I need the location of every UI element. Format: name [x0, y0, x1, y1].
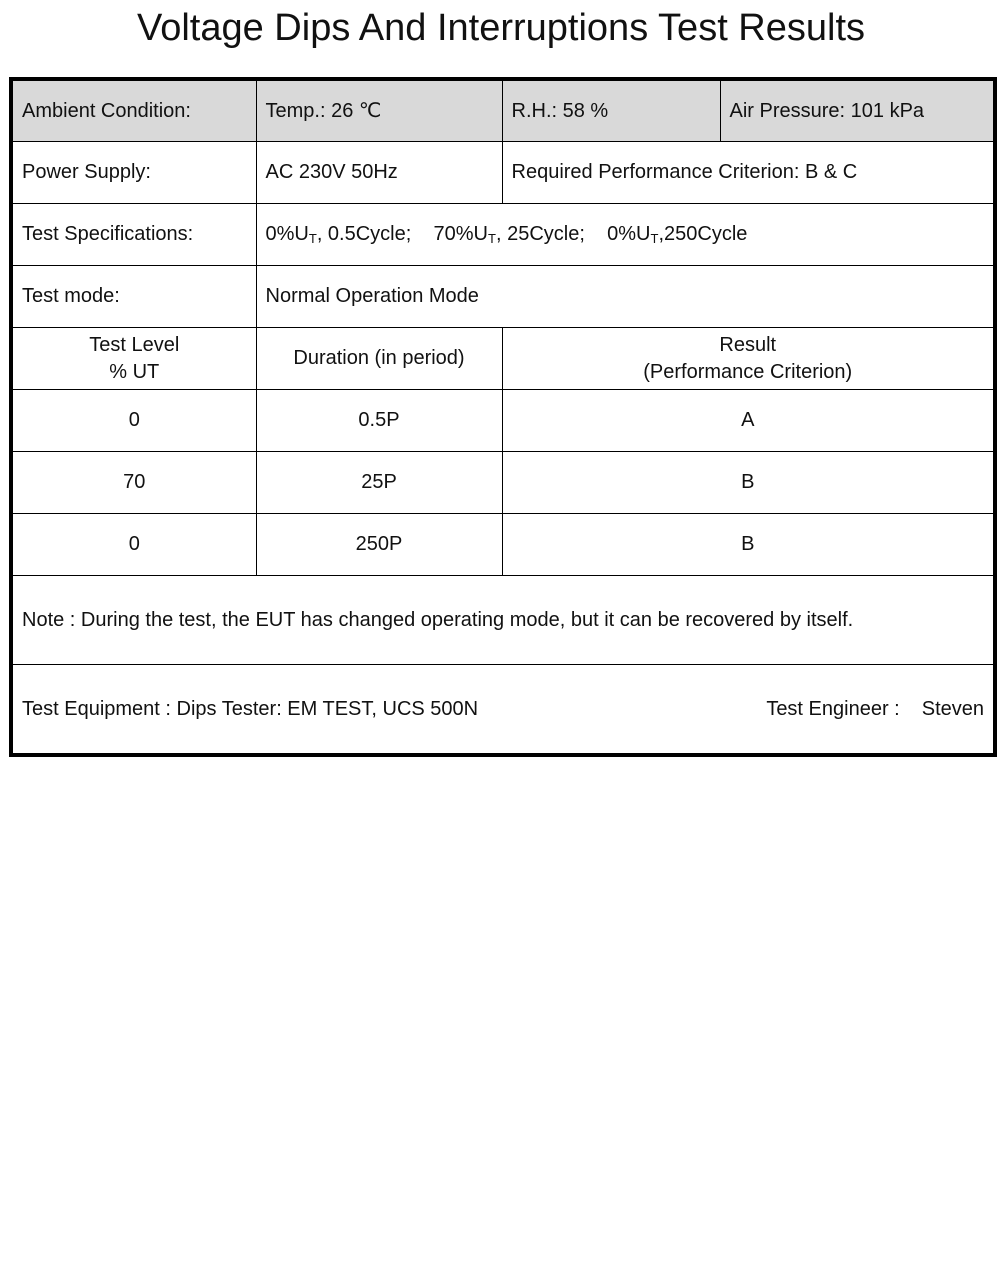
- test-equipment: Test Equipment : Dips Tester: EM TEST, UCS 500N: [22, 697, 479, 720]
- temperature-value: Temp.: 26 ℃: [256, 79, 502, 142]
- results-header-row: [11, 328, 995, 390]
- spec-item: $70\%U_T$, 25Cycle;: [433, 223, 585, 246]
- test-level-cell: 0: [11, 514, 256, 576]
- duration-header: Duration (in period): [256, 328, 502, 390]
- spec-item: $0\%U_T,250Cycle$: [607, 223, 748, 246]
- test-level-cell: 70: [11, 452, 256, 514]
- result-header: Result (Performance Criterion): [502, 328, 995, 390]
- page-title: Voltage Dips And Interruptions Test Results: [136, 7, 866, 49]
- test-level-cell: 0: [11, 390, 256, 452]
- spec-item: $0\%U_T$, 0.5Cycle;: [265, 223, 412, 246]
- duration-cell: 25P: [256, 452, 502, 514]
- humidity-value: R.H.: 58 %: [502, 79, 720, 142]
- table-row: [11, 390, 995, 452]
- power-supply-row: [11, 142, 995, 204]
- ambient-condition-row: [11, 79, 995, 142]
- table-row: [11, 514, 995, 576]
- duration-cell: 0.5P: [256, 390, 502, 452]
- test-results-table: [9, 77, 997, 757]
- test-level-header: Test Level % UT: [11, 328, 256, 390]
- test-specifications-row: [11, 204, 995, 266]
- equipment-row: [11, 665, 995, 756]
- result-cell: B: [502, 514, 995, 576]
- result-cell: A: [502, 390, 995, 452]
- table-row: [11, 452, 995, 514]
- required-criterion: Required Performance Criterion: B & C: [502, 142, 995, 204]
- air-pressure-value: Air Pressure: 101 kPa: [720, 79, 995, 142]
- test-mode-label: Test mode:: [11, 266, 256, 328]
- result-cell: B: [502, 452, 995, 514]
- ambient-label: Ambient Condition:: [11, 79, 256, 142]
- power-supply-value: AC 230V 50Hz: [256, 142, 502, 204]
- power-supply-label: Power Supply:: [11, 142, 256, 204]
- test-specifications-label: Test Specifications:: [11, 204, 256, 266]
- note-cell: [11, 576, 995, 665]
- test-mode-value: Normal Operation Mode: [256, 266, 995, 328]
- equipment-cell: [11, 665, 995, 756]
- test-specifications-value: [256, 204, 995, 266]
- test-engineer: [766, 696, 984, 723]
- test-engineer-label: Test Engineer :: [766, 697, 900, 720]
- test-engineer-name: Steven: [921, 697, 984, 720]
- note-row: [11, 576, 995, 665]
- note-text: Note : During the test, the EUT has changed operating mode, but it can be recovered by itself.: [22, 609, 854, 631]
- duration-cell: 250P: [256, 514, 502, 576]
- test-mode-row: [11, 266, 995, 328]
